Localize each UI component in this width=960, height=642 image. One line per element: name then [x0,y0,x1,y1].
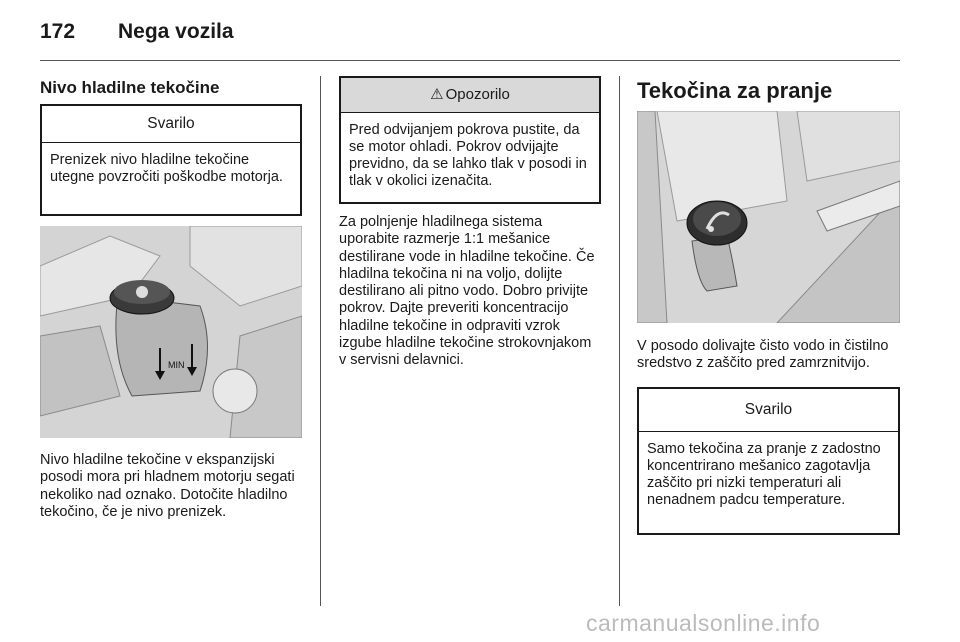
column-washer-fluid [637,76,900,535]
coolant-paragraph: Nivo hladilne tekočine v ekspanzijski posodi mora pri hladnem motorju segati nekoliko nad oznako. Dotočite hladilno tekočino, če je nivo prenizek. [40,452,295,520]
watermark: carmanualsonline.info [586,610,821,636]
min-mark-label: MIN [168,360,185,370]
coolant-reservoir-drawing [40,226,302,438]
column-divider [320,76,321,606]
washer-paragraph: V posodo dolivajte čisto vodo in čistilno sredstvo z zaščito pred zamrznitvijo. [637,338,889,372]
warning-text: Pred odvijanjem pokrova pustite, da se motor ohladi. Pokrov odvijajte previdno, da se lahko tlak v posodi in tlak v okolici izenačita. [349,122,587,189]
column-divider [619,76,620,606]
section-heading-washer: Tekočina za pranje [637,78,833,103]
warning-title: Opozorilo [445,86,510,103]
warning-icon: ⚠ [430,86,444,103]
warning-header [341,78,599,113]
caution-box-washer [637,387,900,535]
caution-title-washer: Svarilo [639,389,898,432]
page-number: 172 [40,20,76,43]
caution-text-washer: Samo tekočina za pranje z zadostno koncentrirano mešanico zagotavlja zaščito pri nizki temperaturi ali nenadnem padcu temperature. [647,440,881,508]
caution-text: Prenizek nivo hladilne tekočine utegne povzročiti poškodbe motorja. [50,152,283,185]
header-rule [40,60,900,61]
page-header [40,20,900,60]
washer-reservoir-illustration [637,111,900,323]
coolant-reservoir-illustration [40,226,302,438]
warning-box [339,76,601,204]
column-coolant [40,76,302,521]
column-warning [339,76,601,370]
caution-box [40,104,302,216]
caution-title: Svarilo [42,106,300,143]
section-heading-coolant: Nivo hladilne tekočine [40,78,220,97]
coolant-fill-paragraph: Za polnjenje hladilnega sistema uporabite razmerje 1:1 mešanice destilirane vode in hladilne tekočine. Če hladilna tekočina ni na voljo, dolijte destilirano ali pitno vodo. Dobro privijte pokrov. Dajte preveriti koncentracijo hladilne tekočine in odpraviti vzrok izgube hladilne tekočine strokovnjakom v servisni delavnici. [339,214,595,369]
chapter-title: Nega vozila [118,20,234,43]
washer-reservoir-drawing [637,111,900,323]
